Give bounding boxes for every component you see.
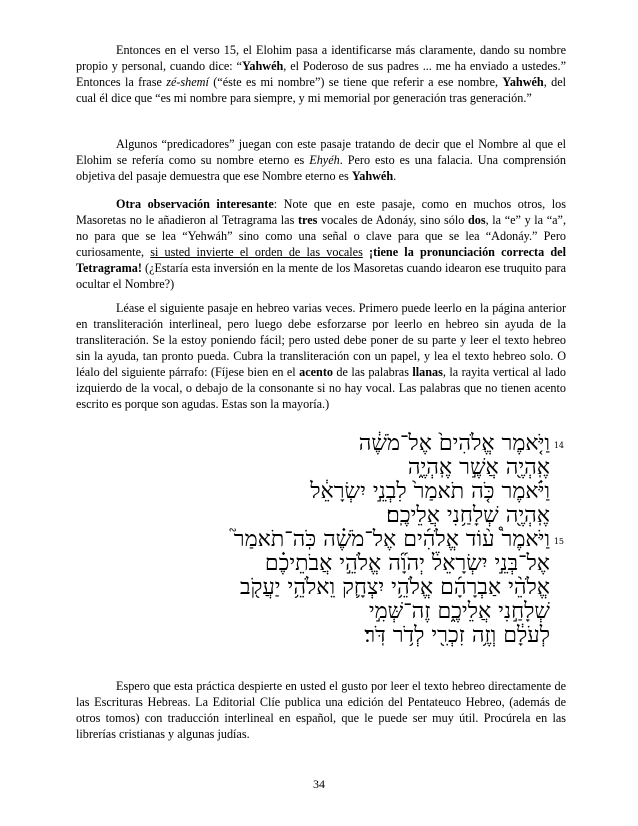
paragraph-espero: [76, 678, 566, 742]
bold-heading: Otra observación interesante: [116, 197, 274, 211]
text-segment: vocales de Adonáy, sino sólo: [317, 213, 468, 227]
paragraph-verse-15: [76, 42, 566, 106]
bold-word: acento: [299, 365, 333, 379]
bold-word: llanas: [412, 365, 443, 379]
text-segment: , la “e” y la “a”, no para que se lea “Yehwáh” sino como una señal o clave para que se lea “Adonáy.” Pero curiosamente,: [76, 213, 566, 259]
bold-name: Yahwéh: [351, 169, 394, 183]
text-segment: Entonces en el verso 15, el Elohim pasa a identificarse más claramente, dando su nombre propio y personal, cuando dice: “: [76, 43, 566, 73]
hebrew-line: [90, 480, 550, 504]
verse-number: 15: [553, 537, 564, 546]
hebrew-text: אֶל־בְּנֵ֣י יִשְׂרָאֵל֒ יְהוָ֞ה אֱלֹהֵ֣י אֲבֹתֵיכֶ֗ם: [264, 551, 550, 576]
hebrew-text: וַיֹּ֗אמֶר כֹּ֤ה תֹאמַר֙ לִבְנֵ֣י יִשְׂרָאֵ֔ל: [310, 479, 550, 504]
text-segment: , el Poderoso de sus padres ... me ha enviado a ustedes.” Entonces la frase: [76, 59, 566, 89]
hebrew-line: [90, 456, 550, 480]
text-segment: Léase el siguiente pasaje en hebreo varias veces. Primero puede leerlo en la página anterior en transliteración interlineal, pero luego debe esforzarse por leerlo en hebreo sin ayuda de la transliteración. Se la estoy poniendo fácil; pero usted debe poner de su parte y leer el texto hebreo sin la ayuda, tan pronto pueda. Cubra la transliteración con un papel, y lea el texto hebreo solo. O léalo del siguiente párrafo: (Fíjese bien en el: [76, 301, 566, 379]
hebrew-text: אֶֽהְיֶ֖ה שְׁלָחַ֥נִי אֲלֵיכֶֽם׃: [386, 503, 550, 528]
italic-name: Ehyéh: [309, 153, 340, 167]
hebrew-line: [90, 600, 550, 624]
verse-number: 14: [553, 441, 564, 450]
hebrew-text: לְעֹלָ֔ם וְזֶ֥ה זִכְרִ֖י לְדֹ֥ר דֹּֽר׃: [364, 623, 550, 648]
text-segment: Algunos “predicadores” juegan con este pasaje tratando de decir que el Nombre al que el Elohim se refería como su nombre eterno es: [76, 137, 566, 167]
hebrew-line: [90, 431, 564, 456]
italic-phrase: zé-shemí: [166, 75, 209, 89]
text-segment: (¿Estaría esta inversión en la mente de los Masoretas cuando idearon ese truquito para ocultar el Nombre?): [76, 261, 566, 291]
bold-phrase: ¡tiene la pronunciación correcta del Tetragrama!: [76, 245, 566, 275]
underlined-phrase: si usted invierte el orden de las vocales: [150, 245, 363, 259]
text-segment: Espero que esta práctica despierte en usted el gusto por leer el texto hebreo directamente de las Escrituras Hebreas. La Editorial Clíe publica una edición del Pentateuco Hebreo, (además de otros tomos) con traducción interlineal en español, que le puede ser muy útil. Procúrela en las librerías cristianas y algunas judías.: [76, 679, 566, 741]
hebrew-text: שְׁלָחַ֣נִי אֲלֵיכֶ֑ם זֶה־שְּׁמִ֣י: [368, 599, 550, 624]
bold-word: tres: [297, 213, 318, 227]
text-segment: , la rayita vertical al lado izquierdo de la vocal, o debajo de la consonante si no hay vocal. Las palabras que no tienen acento escrito es porque son agudas. Estas son la mayoría.): [76, 365, 566, 411]
text-segment: de las palabras: [332, 365, 413, 379]
text-segment: , del cual él dice que “es mi nombre para siempre, y mi memorial por generación tras generación.”: [76, 75, 566, 105]
text-segment: . Pero esto es una falacia. Una comprensión objetiva del pasaje demuestra que ese Nombre eterno es: [76, 153, 566, 183]
paragraph-lease: [76, 300, 566, 412]
hebrew-text: אֶֽהְיֶ֖ה אֲשֶׁ֣ר אֶֽהְיֶ֑ה: [407, 455, 550, 480]
paragraph-observacion: [76, 196, 566, 292]
hebrew-line: [90, 576, 550, 600]
hebrew-line: [90, 504, 550, 528]
hebrew-line: [90, 552, 550, 576]
paragraph-predicadores: [76, 136, 566, 184]
bold-word: dos: [467, 213, 486, 227]
bold-name: Yahwéh: [241, 59, 284, 73]
hebrew-line: [90, 624, 550, 648]
hebrew-text: אֱלֹהֵ֨י אַבְרָהָ֜ם אֱלֹהֵ֥י יִצְחָ֛ק וֵאלֹהֵ֥י יַעֲקֹ֖ב: [239, 575, 550, 600]
hebrew-text: וַיֹּ֤אמֶר אֱלֹהִים֙ אֶל־מֹשֶׁ֔ה: [358, 431, 550, 456]
page-number: 34: [313, 777, 325, 791]
text-segment: : Note que en este pasaje, como en muchos otros, los Masoretas no le añadieron al Tetragrama las: [76, 197, 566, 227]
hebrew-text: וַיֹּאמֶר֩ ע֨וֹד אֱלֹהִ֜ים אֶל־מֹשֶׁ֗ה כֹּֽה־תֹאמַר֮: [233, 527, 550, 552]
hebrew-passage: [90, 431, 564, 648]
text-segment: (“éste es mi nombre”) se tiene que referir a ese nombre,: [208, 75, 503, 89]
text-segment: .: [393, 169, 397, 183]
bold-name: Yahwéh: [502, 75, 544, 89]
hebrew-line: [90, 527, 564, 552]
